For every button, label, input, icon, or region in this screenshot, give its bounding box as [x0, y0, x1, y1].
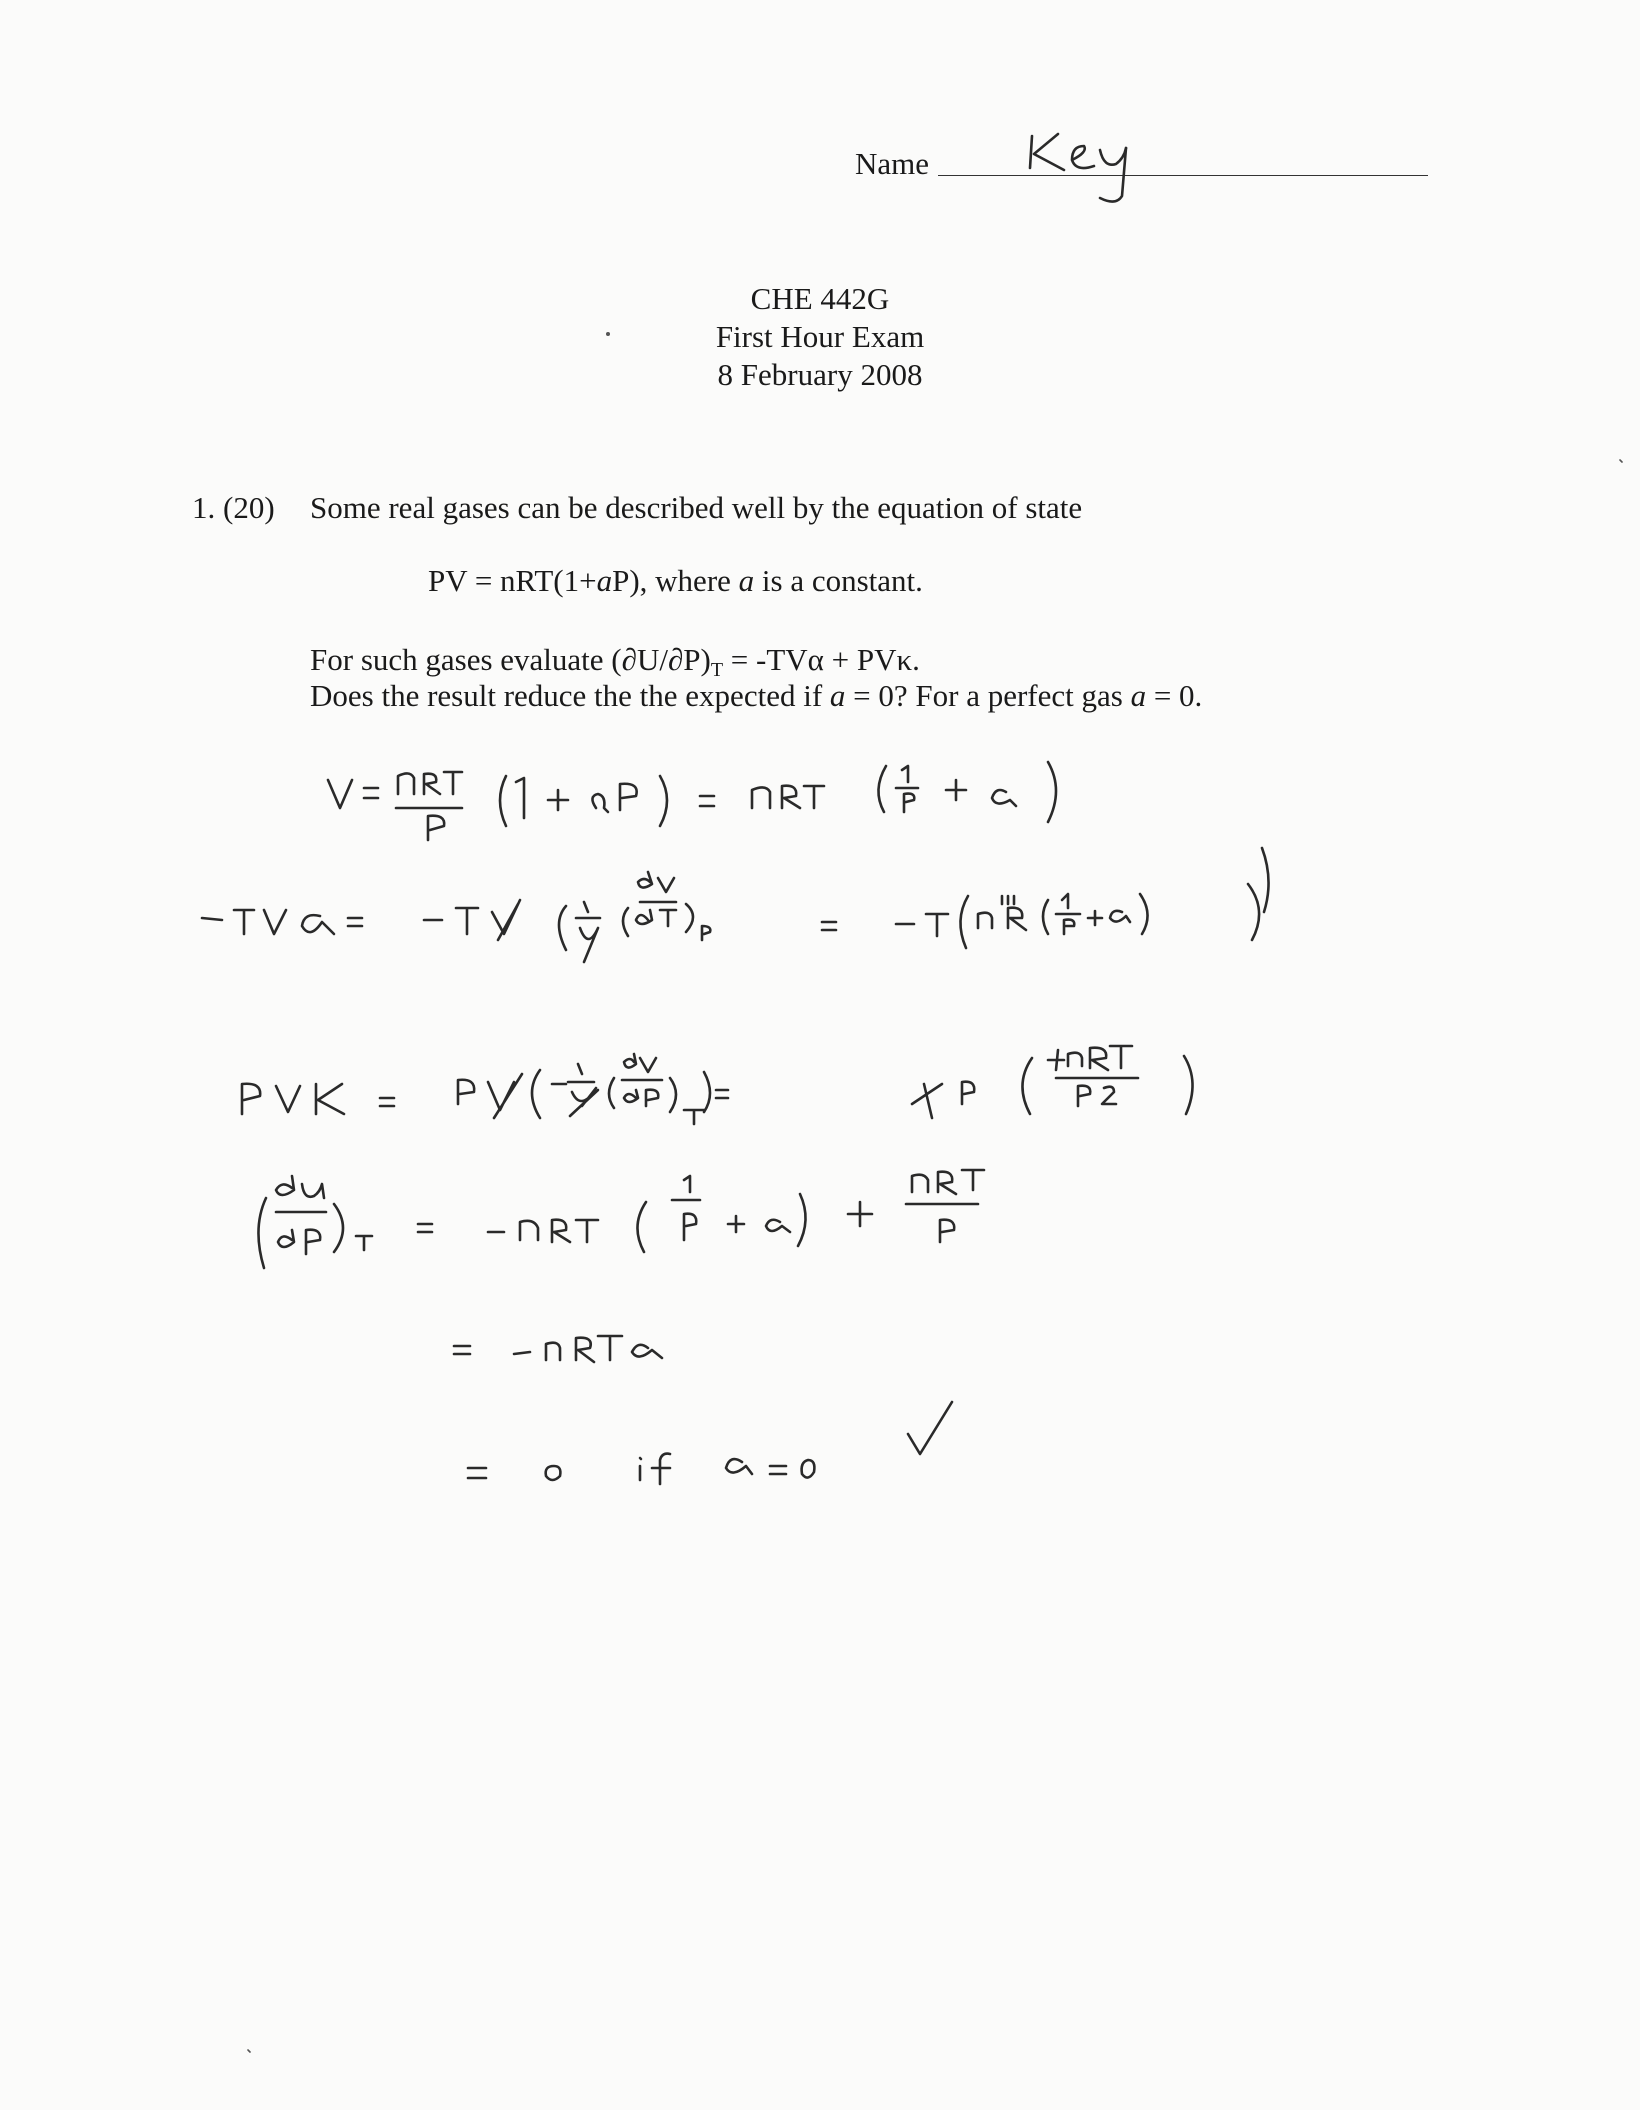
- handwritten-line-6: [468, 1402, 952, 1484]
- question-constant: a: [829, 678, 846, 713]
- handwritten-line-1: [328, 762, 1056, 840]
- handwritten-line-4: [258, 1170, 984, 1268]
- exam-date: 8 February 2008: [717, 357, 923, 392]
- question-number: 1. (20): [192, 490, 275, 525]
- subscript: T: [710, 659, 724, 681]
- question-intro: Some real gases can be described well by the equation of state: [310, 490, 1083, 525]
- handwritten-line-2: [202, 848, 1269, 962]
- name-label: Name: [855, 146, 930, 181]
- question-part: Does the result reduce the the expected if: [310, 678, 830, 713]
- check-mark: [908, 1402, 952, 1454]
- handwritten-name-key: [1030, 134, 1126, 202]
- handwritten-line-3: [242, 1046, 1193, 1124]
- question-part: = 0? For a perfect gas: [845, 678, 1131, 713]
- exam-title: First Hour Exam: [715, 319, 925, 354]
- equation-part: PV = nRT(1+: [428, 563, 597, 598]
- question-part: = 0.: [1146, 678, 1203, 713]
- question-constant: a: [1130, 678, 1147, 713]
- course-code: CHE 442G: [750, 281, 890, 316]
- equation-constant: a: [596, 563, 613, 598]
- instruction-part: = -TVα + PVκ.: [723, 642, 920, 677]
- instruction-part: For such gases evaluate (∂U/∂P): [310, 642, 711, 677]
- equation-part: is a constant.: [754, 563, 923, 598]
- handwritten-line-5: [454, 1336, 662, 1362]
- equation-constant: a: [738, 563, 755, 598]
- equation-part: P), where: [612, 563, 739, 598]
